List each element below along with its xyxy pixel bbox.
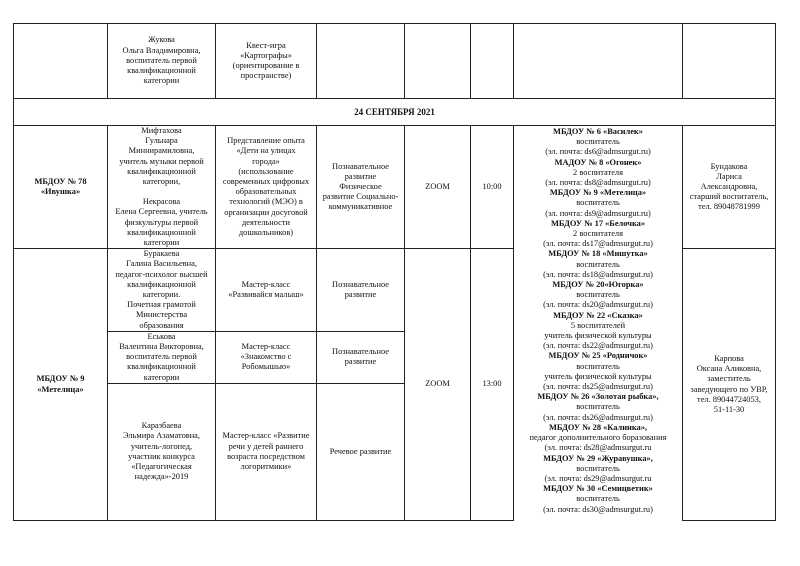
presenter-line: Гульнара: [145, 136, 178, 146]
participant-org: МБДОУ № 29 «Журавушка»,: [543, 453, 653, 463]
topic-line: логоритмики»: [240, 462, 292, 472]
participant-org: МАДОУ № 8 «Огонек»: [554, 157, 642, 167]
topic-line: Робомышью»: [241, 362, 291, 372]
presenter-line: квалификационной: [127, 279, 196, 289]
responsible-line: 51-11-30: [713, 404, 745, 414]
participant-email: (эл. почта: ds8@admsurgut.ru): [545, 178, 651, 188]
topic-line: «Развивайся малыш»: [228, 290, 304, 300]
time-cell: 10:00: [471, 126, 514, 249]
topic-line: «Знакомство с: [240, 352, 292, 362]
responsible-cell: [683, 126, 776, 249]
responsible-line: Лариса: [716, 171, 742, 181]
organization-cell: [14, 249, 108, 521]
participant-entry: [517, 311, 679, 352]
topic-line: деятельности: [242, 217, 290, 227]
responsible-line: тел. 89048781999: [698, 202, 760, 212]
presenter-line: надежда»-2019: [134, 472, 189, 482]
topic-line: возраста посредством: [227, 451, 305, 461]
organization-line: МБДОУ № 9: [36, 374, 85, 384]
area-line: Познавательное: [332, 347, 389, 357]
time-cell: [471, 24, 514, 99]
participant-email: (эл. почта: ds9@admsurgut.ru): [545, 208, 651, 218]
presenter-line: Галина Васильевна,: [126, 259, 197, 269]
presenter-line: Ольга Владимировна,: [122, 45, 201, 55]
participant-email: (эл. почта: ds20@admsurgut.ru): [543, 300, 653, 310]
presenter-cell: [108, 383, 216, 520]
topic-cell: [216, 24, 317, 99]
participant-role: 5 воспитателей: [570, 320, 626, 330]
responsible-line: старший воспитатель,: [689, 192, 769, 202]
participant-role: воспитатель: [576, 402, 620, 412]
participant-role: воспитатель: [576, 198, 620, 208]
area-cell: [317, 383, 405, 520]
topic-line: Мастер-класс: [241, 279, 291, 289]
area-line: Речевое развитие: [329, 446, 392, 456]
participant-entry: [517, 454, 679, 485]
topic-line: Мастер-класс: [241, 342, 291, 352]
topic-line: пространстве): [240, 71, 292, 81]
area-line: Физическое: [339, 182, 382, 192]
presenter-line: воспитатель первой: [126, 55, 197, 65]
participant-entry: [517, 127, 679, 158]
area-cell: [317, 126, 405, 249]
participant-org: МБДОУ № 25 «Родничок»: [548, 351, 648, 361]
presenter-line: учитель музыки первой: [119, 156, 204, 166]
responsible-cell: [683, 24, 776, 99]
participant-entry: [517, 484, 679, 515]
topic-line: «Картографы»: [240, 50, 292, 60]
responsible-line: Оксана Аликовна,: [696, 364, 762, 374]
topic-cell: [216, 126, 317, 249]
participant-role: учитель физической культуры: [544, 331, 652, 341]
topic-line: организации досуговой: [224, 207, 308, 217]
participant-email: (эл. почта: ds26@admsurgut.ru): [543, 412, 653, 422]
responsible-cell: [683, 249, 776, 521]
participant-org: МБДОУ № 20«Югорка»: [552, 280, 644, 290]
presenter-line: категории.: [142, 290, 181, 300]
presenter-line: категории: [143, 238, 180, 248]
participant-entry: [517, 249, 679, 280]
time-cell: 13:00: [471, 249, 514, 521]
presenter-line: Мифтахова: [141, 126, 182, 135]
participants-cell: [514, 126, 683, 521]
presenter-line: Еськова: [147, 331, 176, 341]
participant-role: воспитатель: [576, 463, 620, 473]
responsible-line: заместитель: [707, 374, 751, 384]
presenter-line: физкультуры первой: [124, 217, 199, 227]
presenter-line: Валентина Викторовна,: [119, 342, 204, 352]
topic-cell: [216, 331, 317, 383]
topic-line: «Дети на улицах: [236, 146, 296, 156]
participant-email: (эл. почта: ds29@admsurgut.ru: [544, 473, 652, 483]
participant-role: воспитатель: [576, 137, 620, 147]
participant-role: 2 воспитателя: [573, 167, 623, 177]
organization-line: МБДОУ № 78: [34, 176, 87, 186]
presenter-line: квалификационной: [127, 66, 196, 76]
responsible-line: Бундакова: [710, 161, 748, 171]
organization-cell: [14, 126, 108, 249]
presenter-cell: [108, 249, 216, 332]
presenter-line: Елена Сергеевна, учитель: [115, 207, 208, 217]
participant-email: (эл. почта: ds17@admsurgut.ru): [543, 239, 653, 249]
presenter-line: образования: [139, 320, 184, 330]
presenter-cell: [108, 331, 216, 383]
participants-cell: [514, 24, 683, 99]
area-cell: [317, 24, 405, 99]
responsible-line: заведующего по УВР,: [690, 384, 768, 394]
organization-line: «Ивушка»: [40, 187, 81, 197]
participant-entry: [517, 219, 679, 250]
topic-line: Квест-игра: [246, 40, 286, 50]
schedule-table: [13, 23, 776, 521]
presenter-line: Жукова: [148, 35, 175, 45]
presenter-cell: [108, 126, 216, 249]
area-line: развитие: [344, 357, 377, 367]
area-line: Познавательное: [332, 161, 389, 171]
participant-org: МБДОУ № 18 «Мишутка»: [548, 249, 648, 259]
topic-line: Представление опыта: [227, 136, 305, 146]
presenter-line: участник конкурса: [128, 451, 195, 461]
presenter-line: учитель-логопед,: [130, 441, 193, 451]
participant-role: 2 воспитателя: [573, 229, 623, 239]
topic-line: города»: [252, 156, 280, 166]
participant-entry: [517, 423, 679, 454]
area-line: Познавательное: [332, 279, 389, 289]
presenter-line: Эльмира Азаматовна,: [123, 431, 200, 441]
participant-org: МБДОУ № 6 «Василек»: [553, 127, 643, 136]
participant-email: (эл. почта: ds25@admsurgut.ru): [543, 382, 653, 392]
presenter-cell: [108, 24, 216, 99]
presenter-line: Буракаева: [143, 249, 180, 259]
responsible-line: Александровна,: [700, 182, 758, 192]
participant-org: МБДОУ № 30 «Семицветик»: [543, 484, 653, 494]
organization-cell: [14, 24, 108, 99]
platform-cell: ZOOM: [405, 126, 471, 249]
spacer: [111, 187, 212, 197]
presenter-line: категории: [143, 76, 180, 86]
presenter-line: Почетная грамотой: [127, 300, 196, 310]
topic-cell: [216, 249, 317, 332]
topic-line: речи у детей раннего: [228, 441, 304, 451]
date-row: [14, 99, 776, 126]
presenter-line: квалификационной: [127, 227, 196, 237]
area-line: развитие: [344, 171, 377, 181]
participant-org: МБДОУ № 17 «Белочка»: [550, 218, 646, 228]
platform-cell: ZOOM: [405, 249, 471, 521]
participant-org: МБДОУ № 22 «Сказка»: [553, 310, 643, 320]
topic-line: технологий (МЭО) в: [229, 197, 303, 207]
area-cell: [317, 331, 405, 383]
presenter-line: Каразбаева: [141, 421, 182, 431]
topic-cell: [216, 383, 317, 520]
participant-email: (эл. почта: ds18@admsurgut.ru): [543, 269, 653, 279]
participant-org: МБДОУ № 26 «Золотая рыбка»,: [537, 392, 659, 402]
participant-entry: [517, 158, 679, 189]
topic-line: образовательных: [235, 187, 297, 197]
table-row: [14, 24, 776, 99]
presenter-line: «Педагогическая: [131, 462, 192, 472]
presenter-line: квалификационной: [127, 362, 196, 372]
presenter-line: категории: [143, 372, 180, 382]
topic-line: Мастер-класс «Развитие: [222, 431, 310, 441]
presenter-line: Некрасова: [142, 197, 181, 207]
participant-entry: [517, 392, 679, 423]
presenter-line: Миннирамиловна,: [128, 146, 195, 156]
presenter-line: воспитатель первой: [126, 352, 197, 362]
participant-role: воспитатель: [576, 290, 620, 300]
area-line: развитие Социально-: [322, 192, 399, 202]
participant-role: учитель физической культуры: [544, 371, 652, 381]
participant-role: педагог дополнительного боразования: [529, 433, 667, 443]
participant-org: МБДОУ № 9 «Метелица»: [549, 188, 647, 198]
topic-line: (ориентирование в: [232, 61, 300, 70]
platform-cell: [405, 24, 471, 99]
participant-email: (эл. почта: ds28@admsurgut.ru: [544, 443, 652, 453]
participant-role: воспитатель: [576, 494, 620, 504]
participant-role: воспитатель: [576, 259, 620, 269]
topic-line: (использование: [238, 166, 294, 176]
presenter-line: Министерства: [135, 310, 188, 320]
participant-entry: [517, 351, 679, 392]
participant-entry: [517, 280, 679, 311]
presenter-line: категории,: [142, 177, 181, 187]
topic-line: дошкольников): [238, 227, 294, 237]
table-row: [14, 126, 776, 249]
responsible-line: Карпова: [714, 353, 744, 363]
participant-email: (эл. почта: ds30@admsurgut.ru): [543, 504, 653, 514]
area-cell: [317, 249, 405, 332]
participant-email: (эл. почта: ds6@admsurgut.ru): [545, 147, 651, 157]
participant-entry: [517, 188, 679, 219]
area-line: коммуникативное: [328, 202, 393, 212]
participant-email: (эл. почта: ds22@admsurgut.ru): [543, 341, 653, 351]
topic-line: современных цифровых: [222, 176, 310, 186]
presenter-line: квалификационной: [127, 166, 196, 176]
organization-line: «Метелица»: [37, 384, 84, 394]
participant-role: воспитатель: [576, 361, 620, 371]
participant-org: МБДОУ № 28 «Калинка»,: [548, 422, 648, 432]
date-header: 24 СЕНТЯБРЯ 2021: [14, 99, 776, 126]
responsible-line: тел. 89044724053,: [697, 394, 761, 404]
area-line: развитие: [344, 290, 377, 300]
presenter-line: педагог-психолог высшей: [115, 269, 208, 279]
